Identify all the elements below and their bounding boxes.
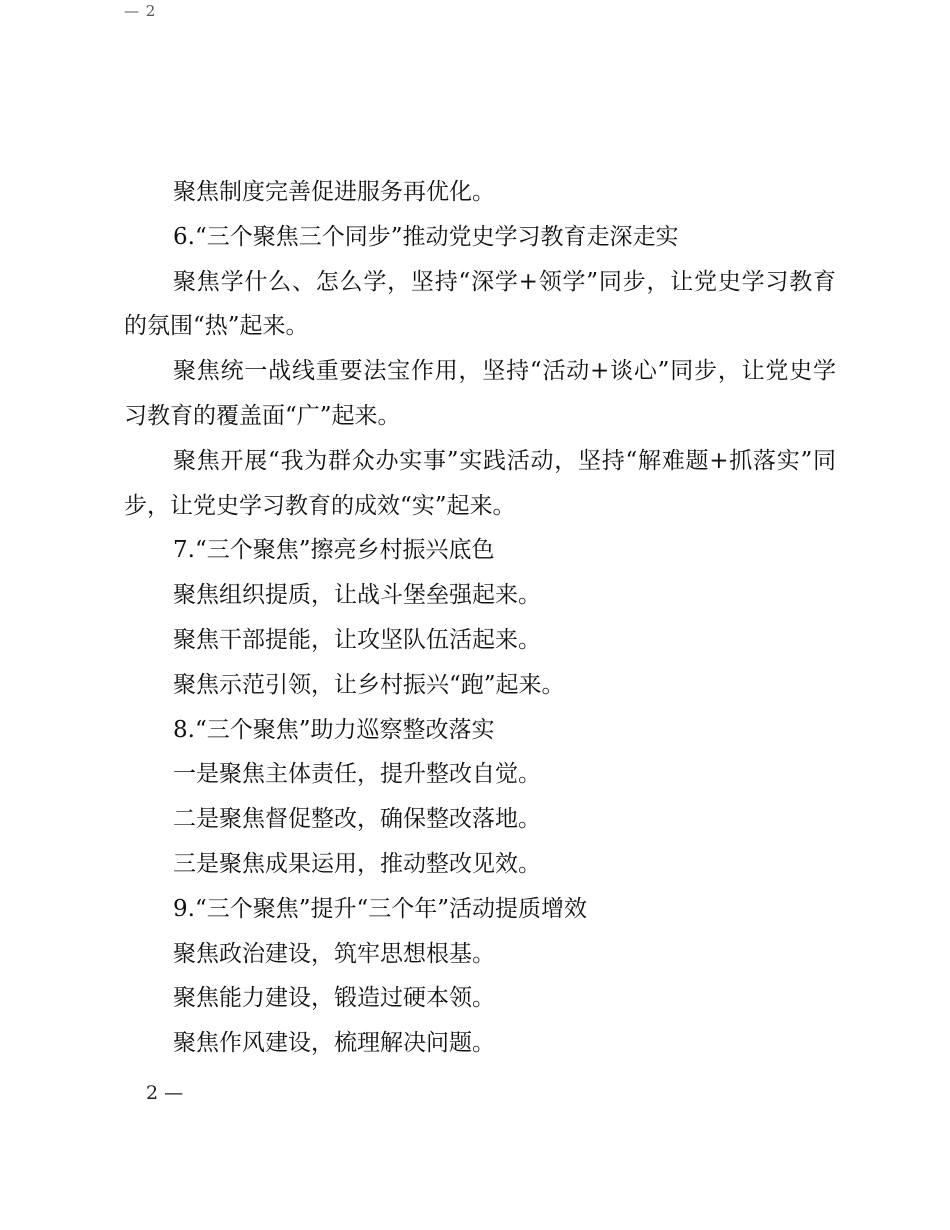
paragraph: 聚焦政治建设，筑牢思想根基。 (173, 940, 495, 967)
paragraph: 聚焦示范引领，让乡村振兴“跑”起来。 (173, 671, 565, 698)
paragraph: 聚焦统一战线重要法宝作用，坚持“活动+谈心”同步，让党史学习教育的覆盖面“广”起来。 (124, 358, 836, 429)
page-number-footer: 2 — (146, 1082, 184, 1104)
paragraph: 聚焦制度完善促进服务再优化。 (173, 179, 495, 205)
section-heading-6: 6.“三个聚焦三个同步”推动党史学习教育走深走实 (173, 223, 679, 250)
paragraph: 聚焦组织提质，让战斗堡垒强起来。 (173, 582, 541, 609)
page-number-header: — 2 (124, 2, 157, 20)
paragraph: 聚焦能力建设，锻造过硬本领。 (173, 985, 495, 1012)
paragraph: 聚焦作风建设，梳理解决问题。 (173, 1030, 495, 1057)
paragraph: 一是聚焦主体责任，提升整改自觉。 (173, 761, 541, 788)
paragraph: 聚焦学什么、怎么学，坚持“深学+领学”同步，让党史学习教育的氛围“热”起来。 (124, 268, 836, 340)
section-heading-7: 7.“三个聚焦”擦亮乡村振兴底色 (173, 537, 495, 564)
paragraph: 三是聚焦成果运用，推动整改见效。 (173, 850, 541, 877)
paragraph: 聚焦开展“我为群众办实事”实践活动，坚持“解难题+抓落实”同步，让党史学习教育的成效“实”起来。 (124, 447, 836, 519)
paragraph: 聚焦干部提能，让攻坚队伍活起来。 (173, 626, 541, 653)
document-body (124, 170, 836, 1066)
section-heading-8: 8.“三个聚焦”助力巡察整改落实 (173, 716, 495, 743)
paragraph: 二是聚焦督促整改，确保整改落地。 (173, 806, 541, 833)
section-heading-9: 9.“三个聚焦”提升“三个年”活动提质增效 (173, 895, 587, 922)
